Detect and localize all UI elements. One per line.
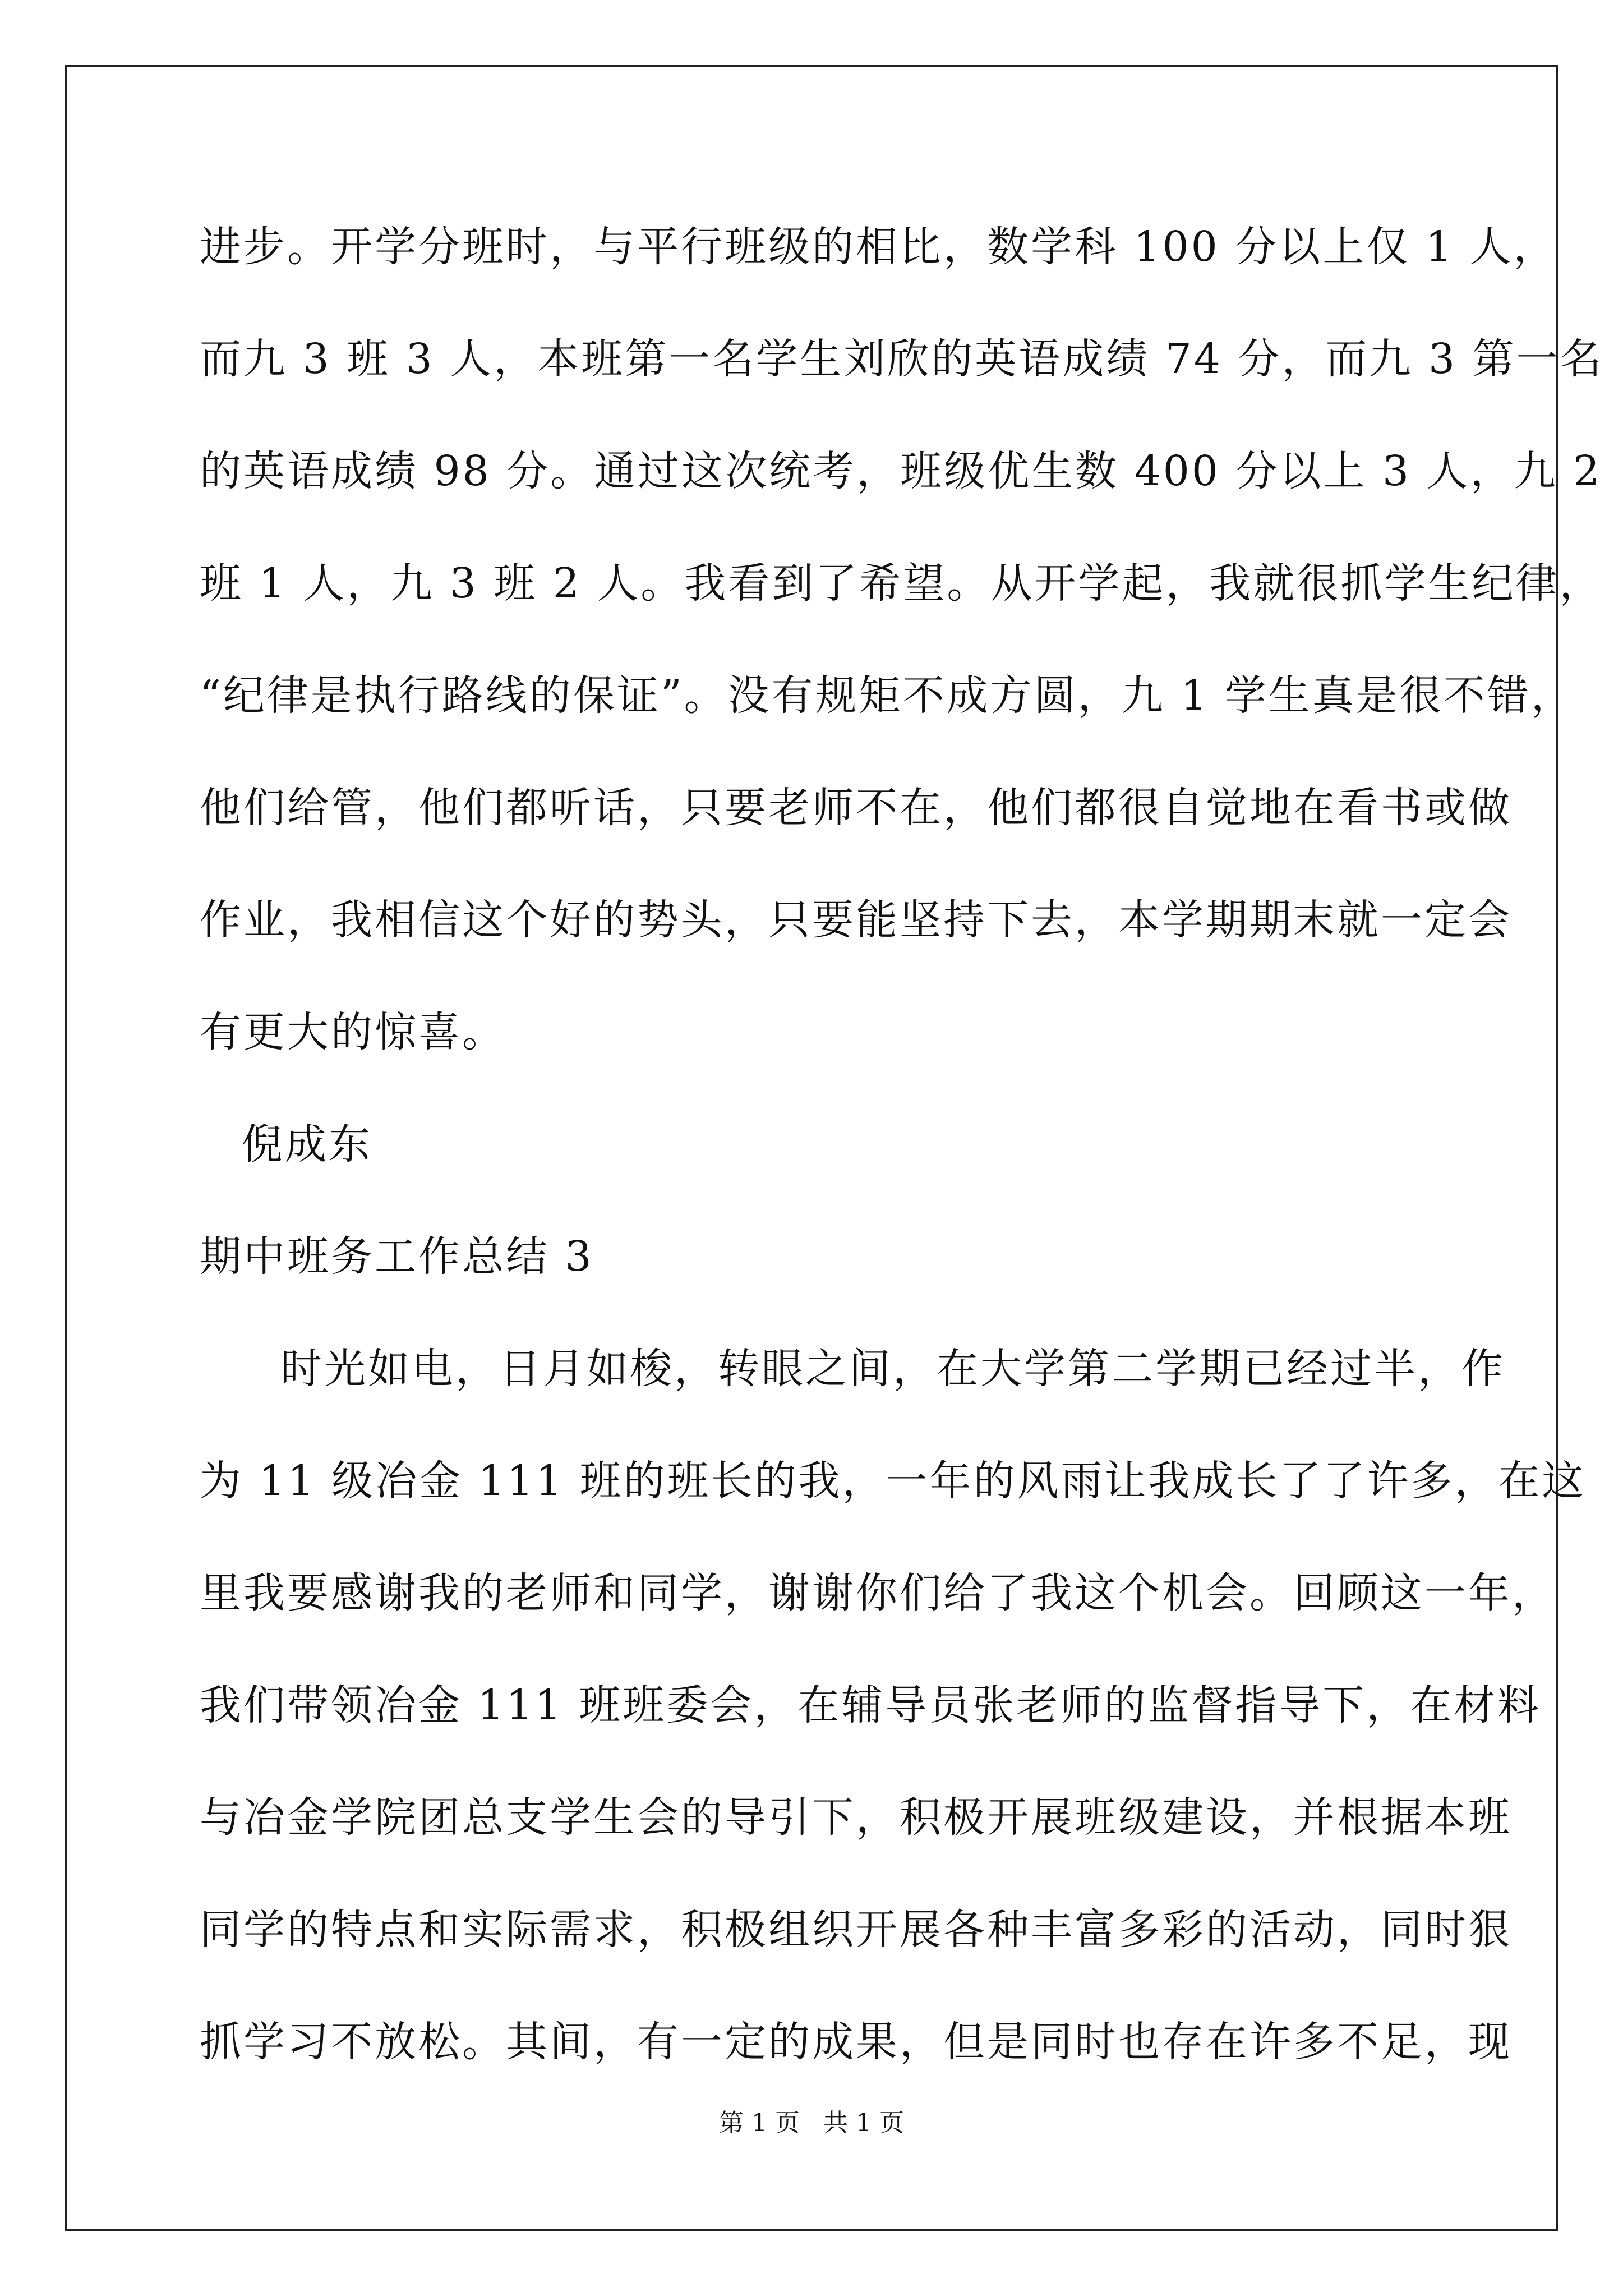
body-line: 作业，我相信这个好的势头，只要能坚持下去，本学期期末就一定会	[200, 896, 1512, 944]
body-line: 的英语成绩 98 分。通过这次统考，班级优生数 400 分以上 3 人，九 2	[200, 447, 1602, 495]
body-line: 里我要感谢我的老师和同学，谢谢你们给了我这个机会。回顾这一年，	[200, 1569, 1556, 1617]
body-line: 我们带领冶金 111 班班委会，在辅导员张老师的监督指导下，在材料	[200, 1681, 1542, 1729]
body-line: 进步。开学分班时，与平行班级的相比，数学科 100 分以上仅 1 人，	[200, 223, 1557, 271]
body-line: 有更大的惊喜。	[200, 1008, 506, 1056]
body-line: “纪律是执行路线的保证”。没有规矩不成方圆，九 1 学生真是很不错，	[200, 671, 1575, 720]
body-line: 同学的特点和实际需求，积极组织开展各种丰富多彩的活动，同时狠	[200, 1906, 1512, 1954]
body-line: 为 11 级冶金 111 班的班长的我，一年的风雨让我成长了了许多，在这	[200, 1457, 1586, 1505]
body-line: 班 1 人，九 3 班 2 人。我看到了希望。从开学起，我就很抓学生纪律，	[200, 559, 1603, 608]
body-line: 抓学习不放松。其间，有一定的成果，但是同时也存在许多不足，现	[200, 2018, 1512, 2066]
body-line: 与冶金学院团总支学生会的导引下，积极开展班级建设，并根据本班	[200, 1793, 1512, 1842]
section-heading: 期中班务工作总结 3	[200, 1232, 594, 1281]
author-name: 倪成东	[241, 1120, 372, 1168]
page-number: 第 1 页 共 1 页	[719, 2109, 904, 2137]
body-line: 而九 3 班 3 人，本班第一名学生刘欣的英语成绩 74 分，而九 3 第一名	[200, 335, 1604, 383]
body-line: 他们给管，他们都听话，只要老师不在，他们都很自觉地在看书或做	[200, 784, 1512, 832]
body-line: 时光如电，日月如梭，转眼之间，在大学第二学期已经过半，作	[280, 1345, 1505, 1393]
